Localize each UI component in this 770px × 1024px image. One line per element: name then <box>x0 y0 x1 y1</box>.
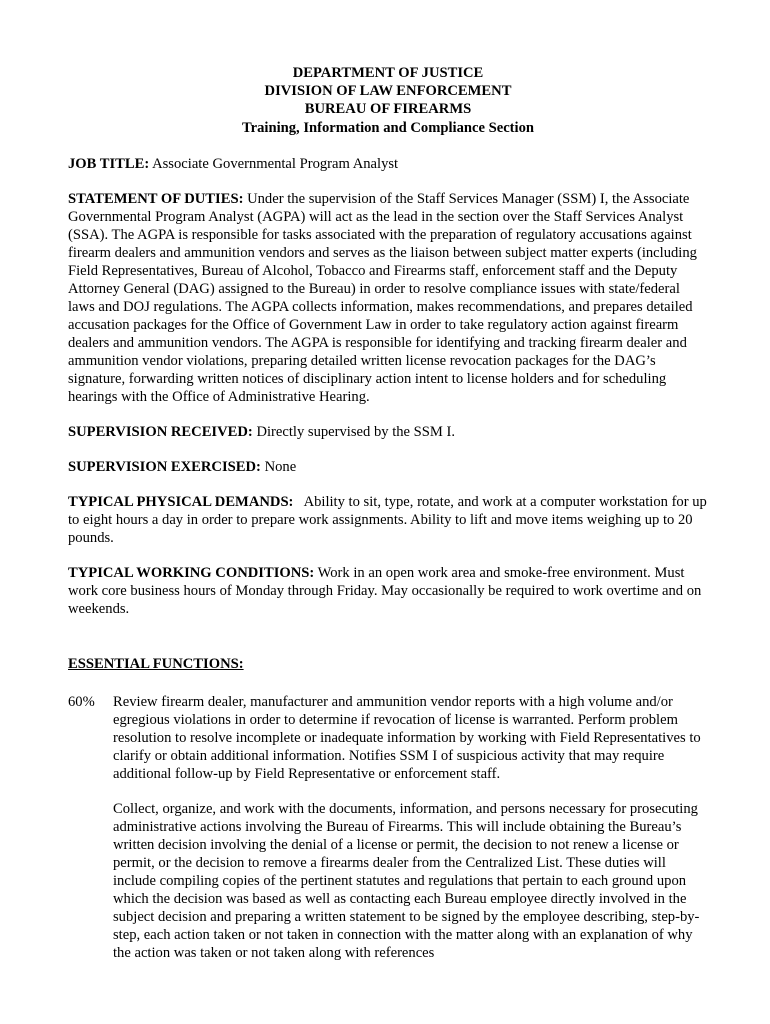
supervision-exercised-label: SUPERVISION EXERCISED: <box>68 458 261 475</box>
header-department: DEPARTMENT OF JUSTICE <box>292 65 484 81</box>
physical-demands-paragraph <box>68 493 708 547</box>
essential-function-item <box>68 693 708 783</box>
header-bureau: BUREAU OF FIREARMS <box>304 101 472 118</box>
working-conditions-label: TYPICAL WORKING CONDITIONS: <box>68 564 315 581</box>
physical-demands-label: TYPICAL PHYSICAL DEMANDS: <box>68 493 294 510</box>
document-header <box>68 64 708 137</box>
statement-of-duties-text: Under the supervision of the Staff Services Manager (SSM) I, the Associate Governmental Program Analyst (AGPA) will act as the lead in the section over the Staff Services Analyst (SSA). The AGPA is responsible for tasks associated with the preparation of regulatory accusations against firearm dealers and ammunition vendors and serves as the liaison between subject matter experts (including Field Representatives, Bureau of Alcohol, Tobacco and Firearms staff, enforcement staff and the Deputy Attorney General (DAG) assigned to the Bureau) in order to resolve compliance issues with state/federal laws and DOJ regulations. The AGPA collects information, makes recommendations, and prepares detailed accusation packages for the Office of Government Law in order to take regulatory action against firearm dealers and ammunition vendors. The AGPA is responsible for identifying and tracking firearm dealer and ammunition vendor violations, preparing detailed written license revocation packages for the DAG’s signature, forwarding written notices of disciplinary action intent to license holders and for scheduling hearings with the Office of Administrative Hearing. <box>68 190 697 405</box>
header-division: DIVISION OF LAW ENFORCEMENT <box>264 83 512 100</box>
document-page <box>68 64 708 962</box>
essential-function-text: Review firearm dealer, manufacturer and ammunition vendor reports with a high volume and/or egregious violations in order to determine if revocation of license is warranted. Perform problem resolution to resolve incomplete or inadequate information by working with Field Representatives to clarify or obtain additional information. Notifies SSM I of suspicious activity that may require additional follow-up by Field Representative or enforcement staff. <box>113 693 701 782</box>
working-conditions-paragraph <box>68 564 708 618</box>
job-title-value: Associate Governmental Program Analyst <box>152 155 399 172</box>
supervision-received-paragraph <box>68 423 708 441</box>
statement-of-duties-label: STATEMENT OF DUTIES: <box>68 190 244 207</box>
job-title-paragraph <box>68 155 708 173</box>
job-title-label: JOB TITLE: <box>68 155 150 172</box>
physical-demands-text: Ability to sit, type, rotate, and work at a computer workstation for up to eight hours a day in order to prepare work assignments. Ability to lift and move items weighing up to 20 pounds. <box>68 493 707 546</box>
essential-function-percent: 60% <box>68 693 95 710</box>
supervision-exercised-text: None <box>264 458 297 475</box>
statement-of-duties-paragraph <box>68 190 708 406</box>
supervision-exercised-paragraph <box>68 458 708 476</box>
working-conditions-text: Work in an open work area and smoke-free environment. Must work core business hours of Monday through Friday. May occasionally be required to work overtime and on weekends. <box>68 564 702 617</box>
essential-functions-heading: ESSENTIAL FUNCTIONS: <box>68 655 244 672</box>
supervision-received-text: Directly supervised by the SSM I. <box>256 423 456 440</box>
essential-function-continuation: Collect, organize, and work with the documents, information, and persons necessary for prosecuting administrative actions involving the Bureau of Firearms. This will include obtaining the Bureau’s written decision involving the denial of a license or permit, the decision to not renew a license or permit, or the decision to remove a firearms dealer from the Centralized List. These duties will include compiling copies of the pertinent statutes and regulations that pertain to each ground upon which the decision was based as well as contacting each Bureau employee directly involved in the subject decision and preparing a written statement to be signed by the employee describing, step-by-step, each action taken or not taken in connection with the matter along with an explanation of why the action was taken or not taken along with references <box>113 800 700 961</box>
supervision-received-label: SUPERVISION RECEIVED: <box>68 423 253 440</box>
header-section: Training, Information and Compliance Section <box>241 119 535 136</box>
